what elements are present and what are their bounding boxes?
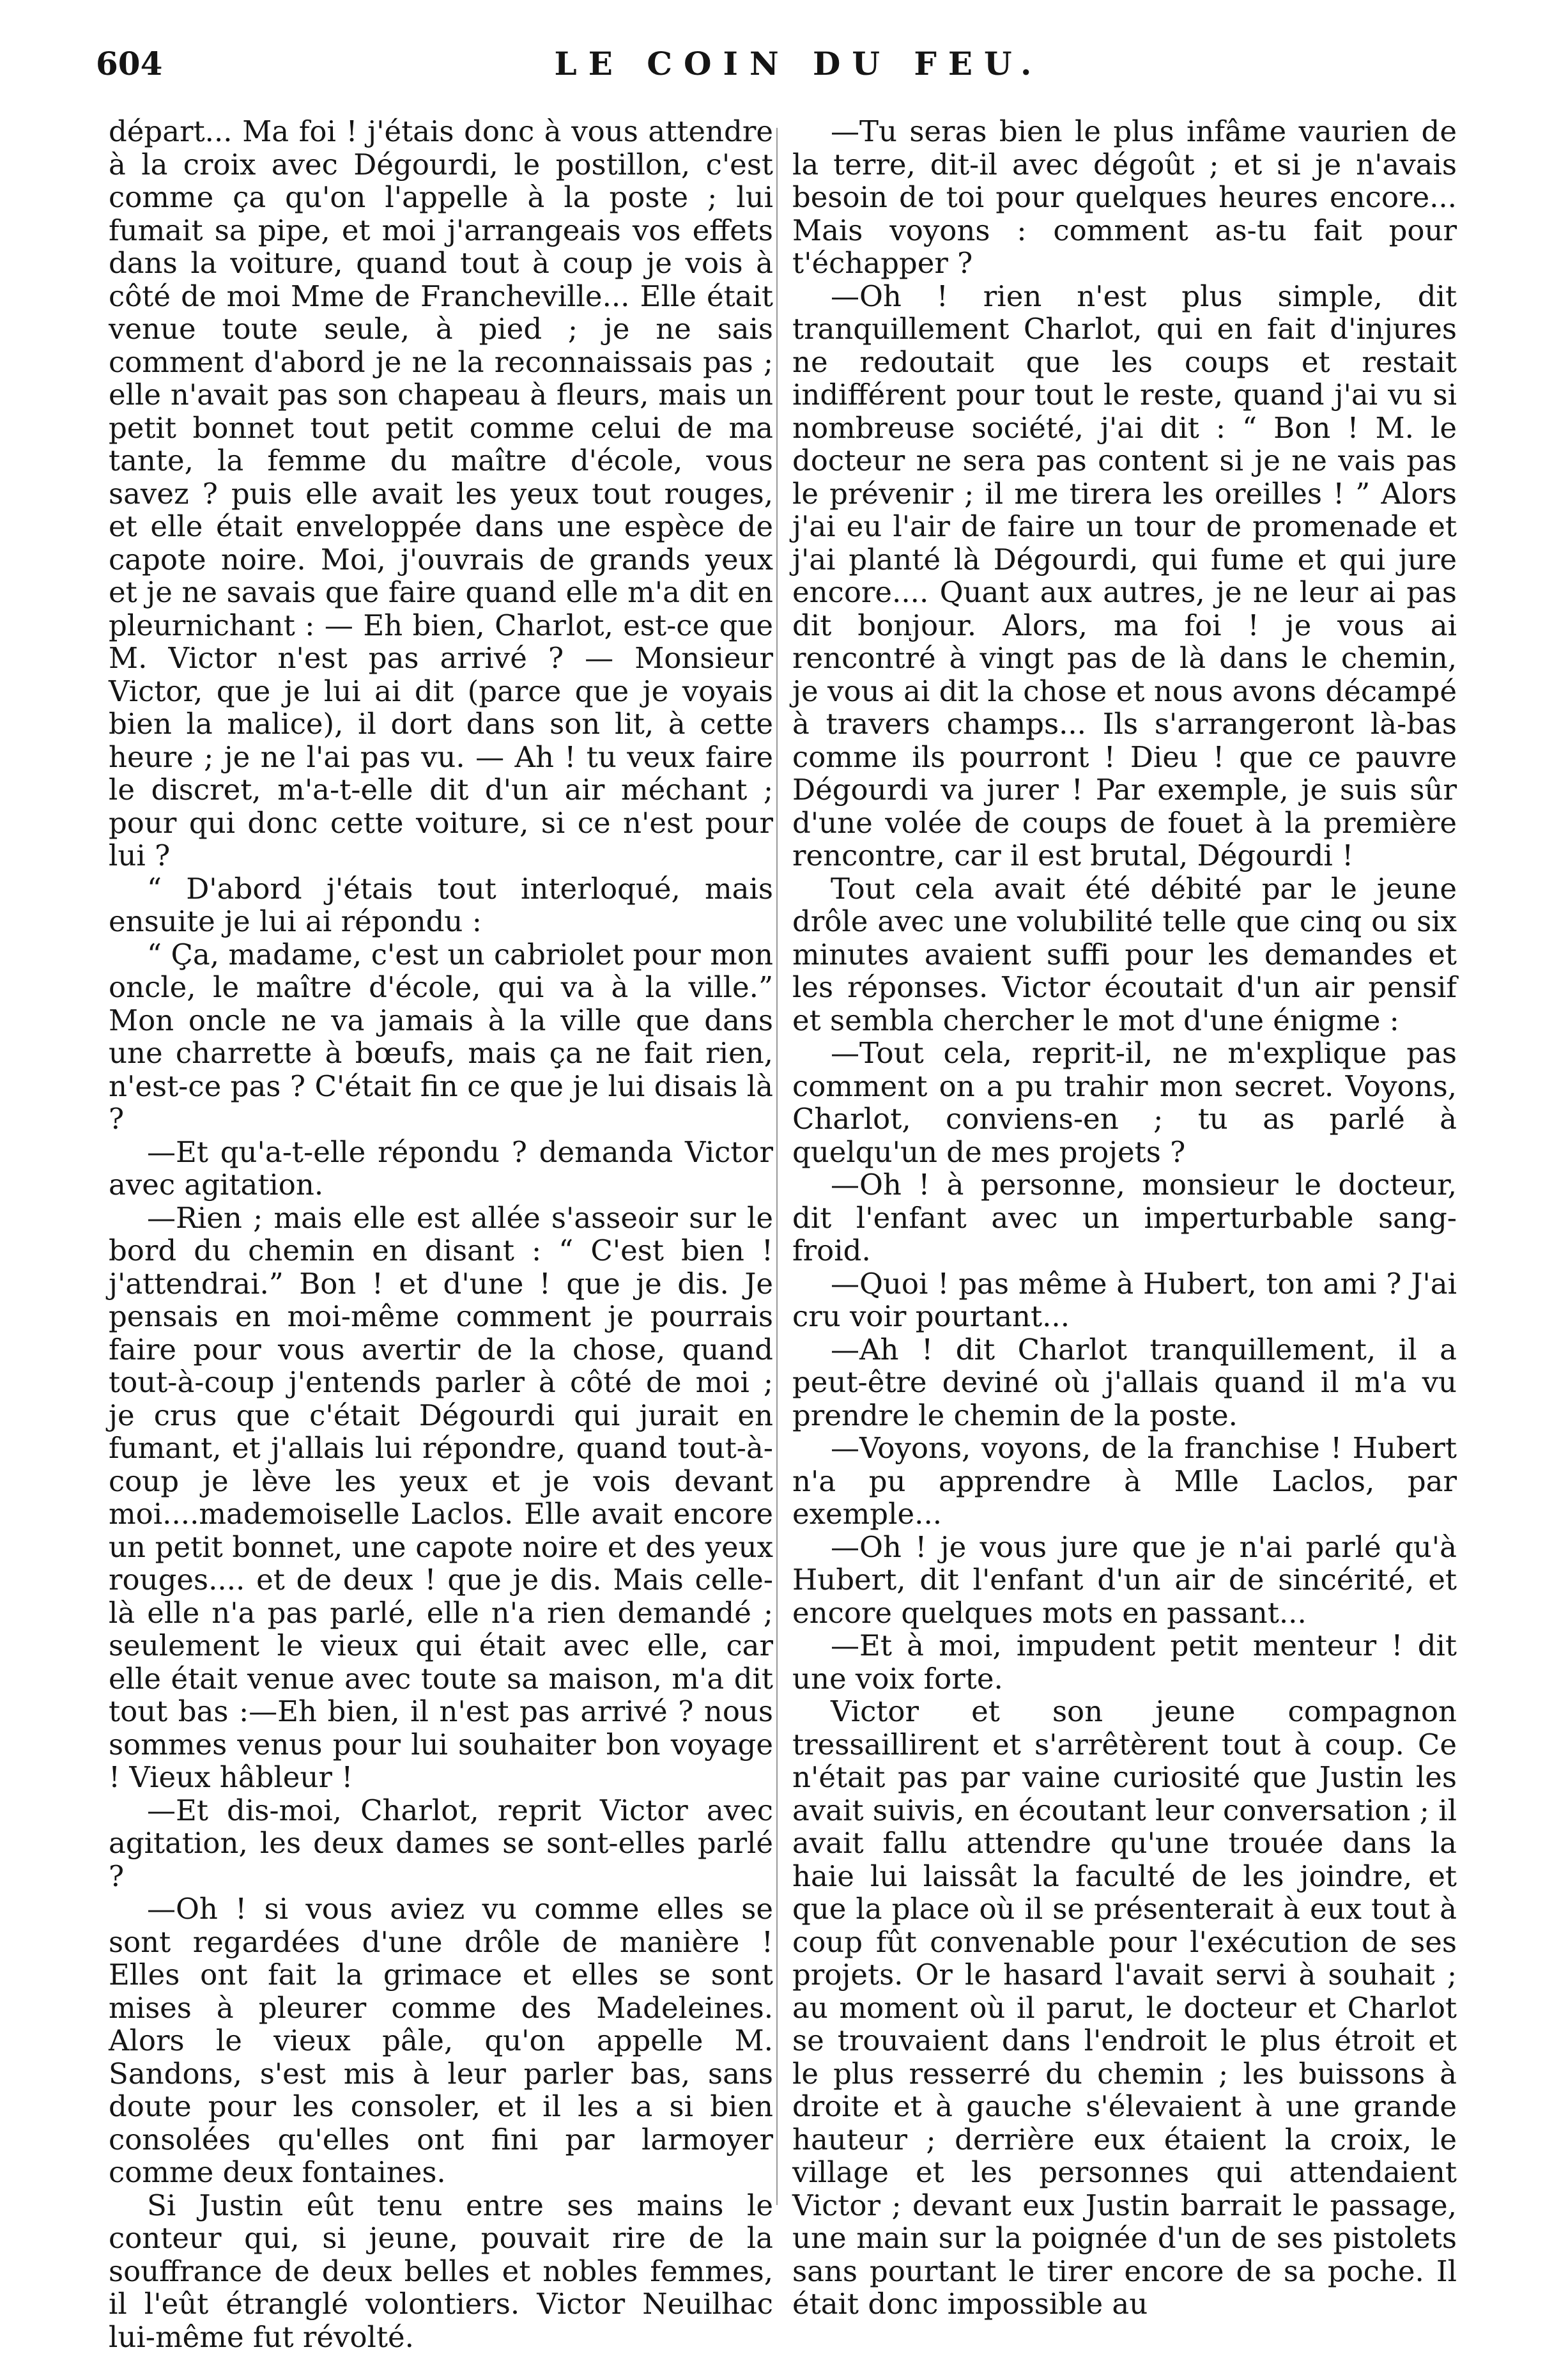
paragraph: —Et qu'a-t-elle répondu ? demanda Victor avec agitation. [109, 1134, 773, 1202]
paragraph: Victor et son jeune compagnon tressaillirent et s'arrêtèrent tout à coup. Ce n'était pas par vaine curiosité que Justin les avait suivis, en écoutant leur conversation ; il avait fallu attendre qu'une trouée dans la haie lui laissât la faculté de les joindre, et que la place où il se présenterait à eux tout à coup fût convenable pour l'exécution de ses projets. Or le hasard l'avait servi à souhait ; au moment où il parut, le docteur et Charlot se trouvaient dans l'endroit le plus étroit et le plus resserré du chemin ; les buissons à droite et à gauche s'élevaient à une grande hauteur ; derrière eux étaient la croix, le village et les personnes qui attendaient Victor ; devant eux Justin barrait le passage, une main sur la poignée d'un de ses pistolets sans pourtant le tirer encore de sa poche. Il était donc impossible au [792, 1694, 1457, 2321]
paragraph: —Ah ! dit Charlot tranquillement, il a peut-être deviné où j'allais quand il m'a vu prendre le chemin de la poste. [792, 1332, 1457, 1432]
right-column [792, 115, 1457, 2321]
paragraph: “ D'abord j'étais tout interloqué, mais ensuite je lui ai répondu : [109, 871, 773, 938]
paragraph: —Tu seras bien le plus infâme vaurien de la terre, dit-il avec dégoût ; et si je n'avais besoin de toi pour quelques heures encore... Mais voyons : comment as-tu fait pour t'échapper ? [792, 114, 1457, 280]
paragraph: —Oh ! je vous jure que je n'ai parlé qu'à Hubert, dit l'enfant d'un air de sincérité, et encore quelques mots en passant... [792, 1529, 1457, 1630]
paragraph: —Rien ; mais elle est allée s'asseoir sur le bord du chemin en disant : “ C'est bien ! j'attendrai.” Bon ! et d'une ! que je dis. Je pensais en moi-même comment je pourrais faire pour vous avertir de la chose, quand tout-à-coup j'entends parler à côté de moi ; je crus que c'était Dégourdi qui jurait en fumant, et j'allais lui répondre, quand tout-à-coup je lève les yeux et je vois devant moi....mademoiselle Laclos. Elle avait encore un petit bonnet, une capote noire et des yeux rouges.... et de deux ! que je dis. Mais celle-là elle n'a pas parlé, elle n'a rien demandé ; seulement le vieux qui était avec elle, car elle était venue avec toute sa maison, m'a dit tout bas :—Eh bien, il n'est pas arrivé ? nous sommes venus pour lui souhaiter bon voyage ! Vieux hâbleur ! [109, 1200, 773, 1794]
paragraph: —Voyons, voyons, de la franchise ! Hubert n'a pu apprendre à Mlle Laclos, par exemple... [792, 1431, 1457, 1531]
running-title: LE COIN DU FEU. [554, 45, 1043, 82]
paragraph: —Et dis-moi, Charlot, reprit Victor avec agitation, les deux dames se sont-elles parlé ? [109, 1793, 773, 1893]
paragraph: Tout cela avait été débité par le jeune drôle avec une volubilité telle que cinq ou six minutes avaient suffi pour les demandes et les réponses. Victor écoutait d'un air pensif et sembla chercher le mot d'une énigme : [792, 871, 1457, 1037]
paragraph: —Oh ! à personne, monsieur le docteur, dit l'enfant avec un imperturbable sang-froid. [792, 1168, 1457, 1267]
left-column [109, 115, 773, 2353]
paragraph: —Oh ! si vous aviez vu comme elles se sont regardées d'une drôle de manière ! Elles ont fait la grimace et elles se sont mises à pleurer comme des Madeleines. Alors le vieux pâle, qu'on appelle M. Sandons, s'est mis à leur parler bas, sans doute pour les consoler, et il les a si bien consolées qu'elles ont fini par larmoyer comme deux fontaines. [109, 1892, 773, 2189]
page-header [96, 45, 1502, 102]
paragraph: —Oh ! rien n'est plus simple, dit tranquillement Charlot, qui en fait d'injures ne redoutait que les coups et restait indifférent pour tout le reste, quand j'ai vu si nombreuse société, j'ai dit : “ Bon ! M. le docteur ne sera pas content si je ne vais pas le prévenir ; il me tirera les oreilles ! ” Alors j'ai eu l'air de faire un tour de promenade et j'ai planté là Dégourdi, qui fume et qui jure encore.... Quant aux autres, je ne leur ai pas dit bonjour. Alors, ma foi ! je vous ai rencontré à vingt pas de là dans le chemin, je vous ai dit la chose et nous avons décampé à travers champs... Ils s'arrangeront là-bas comme ils pourront ! Dieu ! que ce pauvre Dégourdi va jurer ! Par exemple, je suis sûr d'une volée de coups de fouet à la première rencontre, car il est brutal, Dégourdi ! [792, 279, 1457, 872]
paragraph: —Quoi ! pas même à Hubert, ton ami ? J'ai cru voir pourtant... [792, 1266, 1457, 1333]
column-divider [776, 128, 778, 2205]
paragraph: “ Ça, madame, c'est un cabriolet pour mon oncle, le maître d'école, qui va à la ville.” Mon oncle ne va jamais à la ville que dans une charrette à bœufs, mais ça ne fait rien, n'est-ce pas ? C'était fin ce que je lui disais là ? [109, 937, 773, 1136]
paragraph: —Tout cela, reprit-il, ne m'explique pas comment on a pu trahir mon secret. Voyons, Charlot, conviens-en ; tu as parlé à quelqu'un de mes projets ? [792, 1036, 1457, 1169]
paragraph: départ... Ma foi ! j'étais donc à vous attendre à la croix avec Dégourdi, le postillon, c'est comme ça qu'on l'appelle à la poste ; lui fumait sa pipe, et moi j'arrangeais vos effets dans la voiture, quand tout à coup je vois à côté de moi Mme de Francheville... Elle était venue toute seule, à pied ; je ne sais comment d'abord je ne la reconnaissais pas ; elle n'avait pas son chapeau à fleurs, mais un petit bonnet tout petit comme celui de ma tante, la femme du maître d'école, vous savez ? puis elle avait les yeux tout rouges, et elle était enveloppée dans une espèce de capote noire. Moi, j'ouvrais de grands yeux et je ne savais que faire quand elle m'a dit en pleurnichant : — Eh bien, Charlot, est-ce que M. Victor n'est pas arrivé ? — Monsieur Victor, que je lui ai dit (parce que je voyais bien la malice), il dort dans son lit, à cette heure ; je ne l'ai pas vu. — Ah ! tu veux faire le discret, m'a-t-elle dit d'un air méchant ; pour qui donc cette voiture, si ce n'est pour lui ? [109, 114, 773, 872]
paragraph: Si Justin eût tenu entre ses mains le conteur qui, si jeune, pouvait rire de la souffrance de deux belles et nobles femmes, il l'eût étranglé volontiers. Victor Neuilhac lui-même fut révolté. [109, 2188, 773, 2354]
paragraph: —Et à moi, impudent petit menteur ! dit une voix forte. [792, 1629, 1457, 1696]
page-number: 604 [96, 45, 163, 82]
